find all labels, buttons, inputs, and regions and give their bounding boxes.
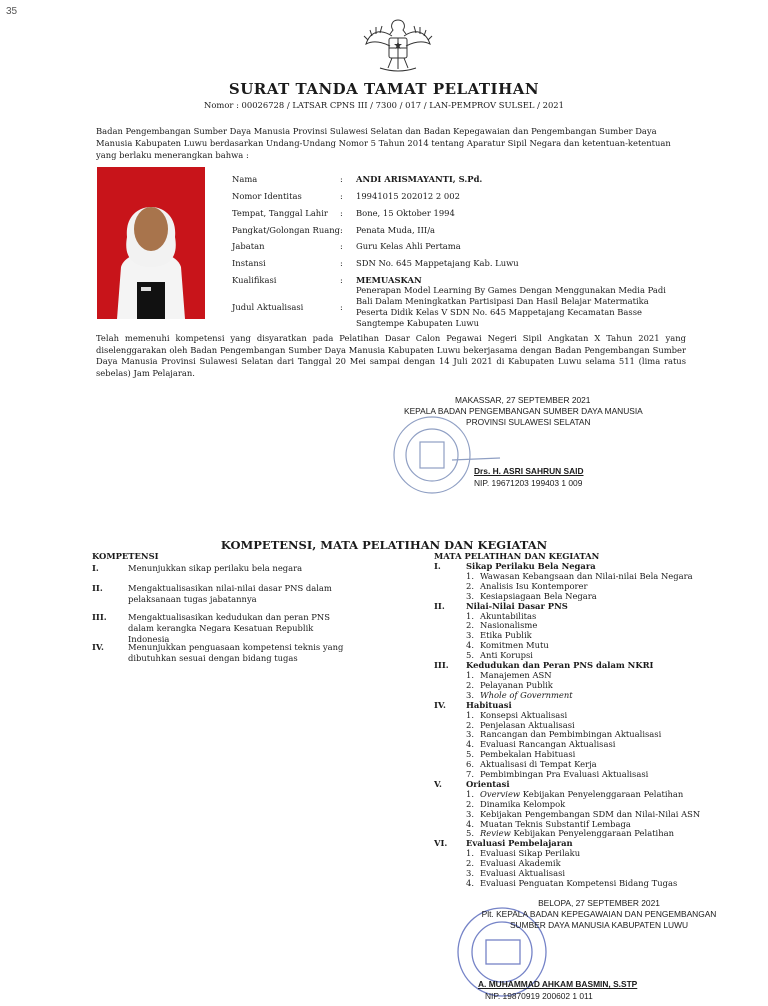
mata-pelatihan-item: 5. Anti Korupsi [466,650,533,661]
mata-pelatihan-item: 3. Kesiapsiagaan Bela Negara [466,590,597,601]
page-mark: 35 [6,6,18,17]
mata-pelatihan-item: 3. Kebijakan Pengembangan SDM dan Nilai-Nilai ASN [466,808,701,819]
mata-pelatihan-item: 3. Whole of Government [466,689,573,700]
mata-pelatihan-item: 1. Konsepsi Aktualisasi [466,709,568,720]
mata-pelatihan-item: 7. Pembimbingan Pra Evaluasi Aktualisasi [466,769,649,780]
signature-place-date: BELOPA, 27 SEPTEMBER 2021 [538,898,660,908]
field-label-nomor-identitas: Nomor Identitas [232,191,302,201]
field-colon: : [340,208,343,218]
mata-pelatihan-heading: MATA PELATIHAN DAN KEGIATAN [434,551,600,561]
field-label-jabatan: Jabatan [232,241,265,251]
certificate-title: SURAT TANDA TAMAT PELATIHAN [228,80,540,98]
field-colon: : [340,258,343,268]
mata-pelatihan-item: 4. Evaluasi Penguatan Kompetensi Bidang Tugas [466,878,678,888]
mata-pelatihan-item: 2. Nasionalisme [466,620,538,631]
field-label-nama: Nama [232,174,258,184]
field-value-jabatan: Guru Kelas Ahli Pertama [356,241,461,251]
mata-pelatihan-group: V. Orientasi [434,778,510,789]
signatory-name: Drs. H. ASRI SAHRUN SAID [474,466,584,476]
certificate-number: Nomor : 00026728 / LATSAR CPNS III / 7300 / 017 / LAN-PEMPROV SULSEL / 2021 [204,100,564,110]
signatory-nip: NIP. 19671203 199403 1 009 [474,478,583,488]
kompetensi-item: III. Mengaktualisasikan kedudukan dan peran PNS dalam kerangka Negara Kesatuan Republik Indonesia [92,612,331,644]
field-value-ttl: Bone, 15 Oktober 1994 [356,208,455,218]
signature-position: Plt. KEPALA BADAN KEPEGAWAIAN DAN PENGEMBANGAN [481,909,717,919]
signatory-nip: NIP. 19870919 200602 1 011 [485,991,593,1001]
mata-pelatihan-item: 5. Pembekalan Habituasi [466,749,576,760]
mata-pelatihan-item: 1. Evaluasi Sikap Perilaku [466,848,581,859]
mata-pelatihan-item: 2. Dinamika Kelompok [466,798,566,809]
mata-pelatihan-group: III. Kedudukan dan Peran PNS dalam NKRI [434,660,654,671]
field-value-nama: ANDI ARISMAYANTI, S.Pd. [356,174,483,184]
field-value-instansi: SDN No. 645 Mappetajang Kab. Luwu [356,258,519,268]
field-colon: : [340,191,343,201]
signature-position: KEPALA BADAN PENGEMBANGAN SUMBER DAYA MANUSIA [404,406,643,416]
mata-pelatihan-item: 3. Etika Publik [466,630,532,641]
field-colon: : [340,302,343,312]
field-value-kualifikasi: MEMUASKAN [356,275,422,285]
field-label-instansi: Instansi [232,258,266,268]
mata-pelatihan-group: I. Sikap Perilaku Bela Negara [434,561,596,571]
kompetensi-item: IV. Menunjukkan penguasaan kompetensi teknis yang dibutuhkan sesuai dengan bidang tugas [92,642,344,663]
field-label-kualifikasi: Kualifikasi [232,275,277,285]
mata-pelatihan-item: 5. Review Kebijakan Penyelenggaraan Pelatihan [466,828,675,839]
mata-pelatihan-item: 2. Evaluasi Akademik [466,858,561,869]
field-value-judul: Penerapan Model Learning By Games Dengan Menggunakan Media Padi Bali Dalam Meningkatkan Partisipasi Dan Hasil Belajar Matermatika Peserta Didik Kelas V SDN No. 645 Mappetajang Kecamatan Basse Sangtempe Kabupaten Luwu [356,285,666,328]
signature-position-region: SUMBER DAYA MANUSIA KABUPATEN LUWU [509,920,689,930]
signatory-name: A. MUHAMMAD AHKAM BASMIN, S.STP [478,979,638,989]
kompetensi-item: I. Menunjukkan sikap perilaku bela negara [92,563,303,573]
mata-pelatihan-list [434,562,734,889]
kompetensi-item: II. Mengaktualisasikan nilai-nilai dasar PNS dalam pelaksanaan tugas jabatannya [92,583,332,604]
mata-pelatihan-item: 1. Manajemen ASN [466,669,552,680]
field-value-pangkat: Penata Muda, III/a [356,225,436,235]
mata-pelatihan-item: 4. Komitmen Mutu [466,640,549,651]
section-title: KOMPETENSI, MATA PELATIHAN DAN KEGIATAN [220,538,548,552]
field-colon: : [340,241,343,251]
intro-paragraph: Badan Pengembangan Sumber Daya Manusia Provinsi Sulawesi Selatan dan Badan Kepegawaian dan Pengembangan Sumber Daya Manusia Kabupaten Luwu berdasarkan Undang-Undang Nomor 5 Tahun 2014 tentang Aparatur Sipil Negara dan ketentuan-ketentuan yang berlaku menerangkan bahwa : [96,126,671,160]
field-label-ttl: Tempat, Tanggal Lahir [232,208,328,218]
statement-paragraph: Telah memenuhi kompetensi yang disyaratkan pada Pelatihan Dasar Calon Pegawai Negeri Sipil Angkatan X Tahun 2021 yang diselenggarakan oleh Badan Pengembangan Sumber Daya Manusia Kabupaten Luwu bekerjasama dengan Badan Pengembangan Sumber Daya Manusia Provinsi Sulawesi Selatan dari Tanggal 20 Mei sampai dengan 14 Juli 2021 di Kabupaten Luwu selama 511 (lima ratus sebelas) Jam Pelajaran. [96,333,686,378]
mata-pelatihan-item: 1. Akuntabilitas [466,610,537,621]
mata-pelatihan-group: IV. Habituasi [434,699,512,710]
field-label-pangkat: Pangkat/Golongan Ruang [232,225,340,235]
field-label-judul: Judul Aktualisasi [232,302,304,312]
mata-pelatihan-item: 6. Aktualisasi di Tempat Kerja [466,759,597,770]
mata-pelatihan-group: II. Nilai-Nilai Dasar PNS [434,600,568,611]
field-colon: : [340,275,343,285]
field-colon: : [340,174,343,184]
kompetensi-heading: KOMPETENSI [92,551,159,561]
mata-pelatihan-item: 2. Analisis Isu Kontemporer [466,580,588,591]
signature-block-province [404,395,643,428]
mata-pelatihan-item: 1. Wawasan Kebangsaan dan Nilai-nilai Bela Negara [466,570,693,581]
signature-block-regency [449,898,749,931]
mata-pelatihan-group: VI. Evaluasi Pembelajaran [434,838,573,849]
garuda-emblem-icon [362,14,434,76]
participant-photo [97,167,205,319]
signature-position-region: PROVINSI SULAWESI SELATAN [466,417,591,427]
mata-pelatihan-item: 1. Overview Kebijakan Penyelenggaraan Pelatihan [466,788,684,799]
mata-pelatihan-item: 2. Pelayanan Publik [466,679,553,690]
mata-pelatihan-item: 2. Penjelasan Aktualisasi [466,719,575,730]
mata-pelatihan-item: 4. Muatan Teknis Substantif Lembaga [466,818,631,829]
mata-pelatihan-item: 3. Rancangan dan Pembimbingan Aktualisasi [466,729,662,740]
field-value-nomor-identitas: 19941015 202012 2 002 [356,191,460,201]
mata-pelatihan-item: 4. Evaluasi Rancangan Aktualisasi [466,739,616,750]
mata-pelatihan-item: 3. Evaluasi Aktualisasi [466,868,566,879]
signature-place-date: MAKASSAR, 27 SEPTEMBER 2021 [455,395,591,405]
field-colon: : [340,225,343,235]
